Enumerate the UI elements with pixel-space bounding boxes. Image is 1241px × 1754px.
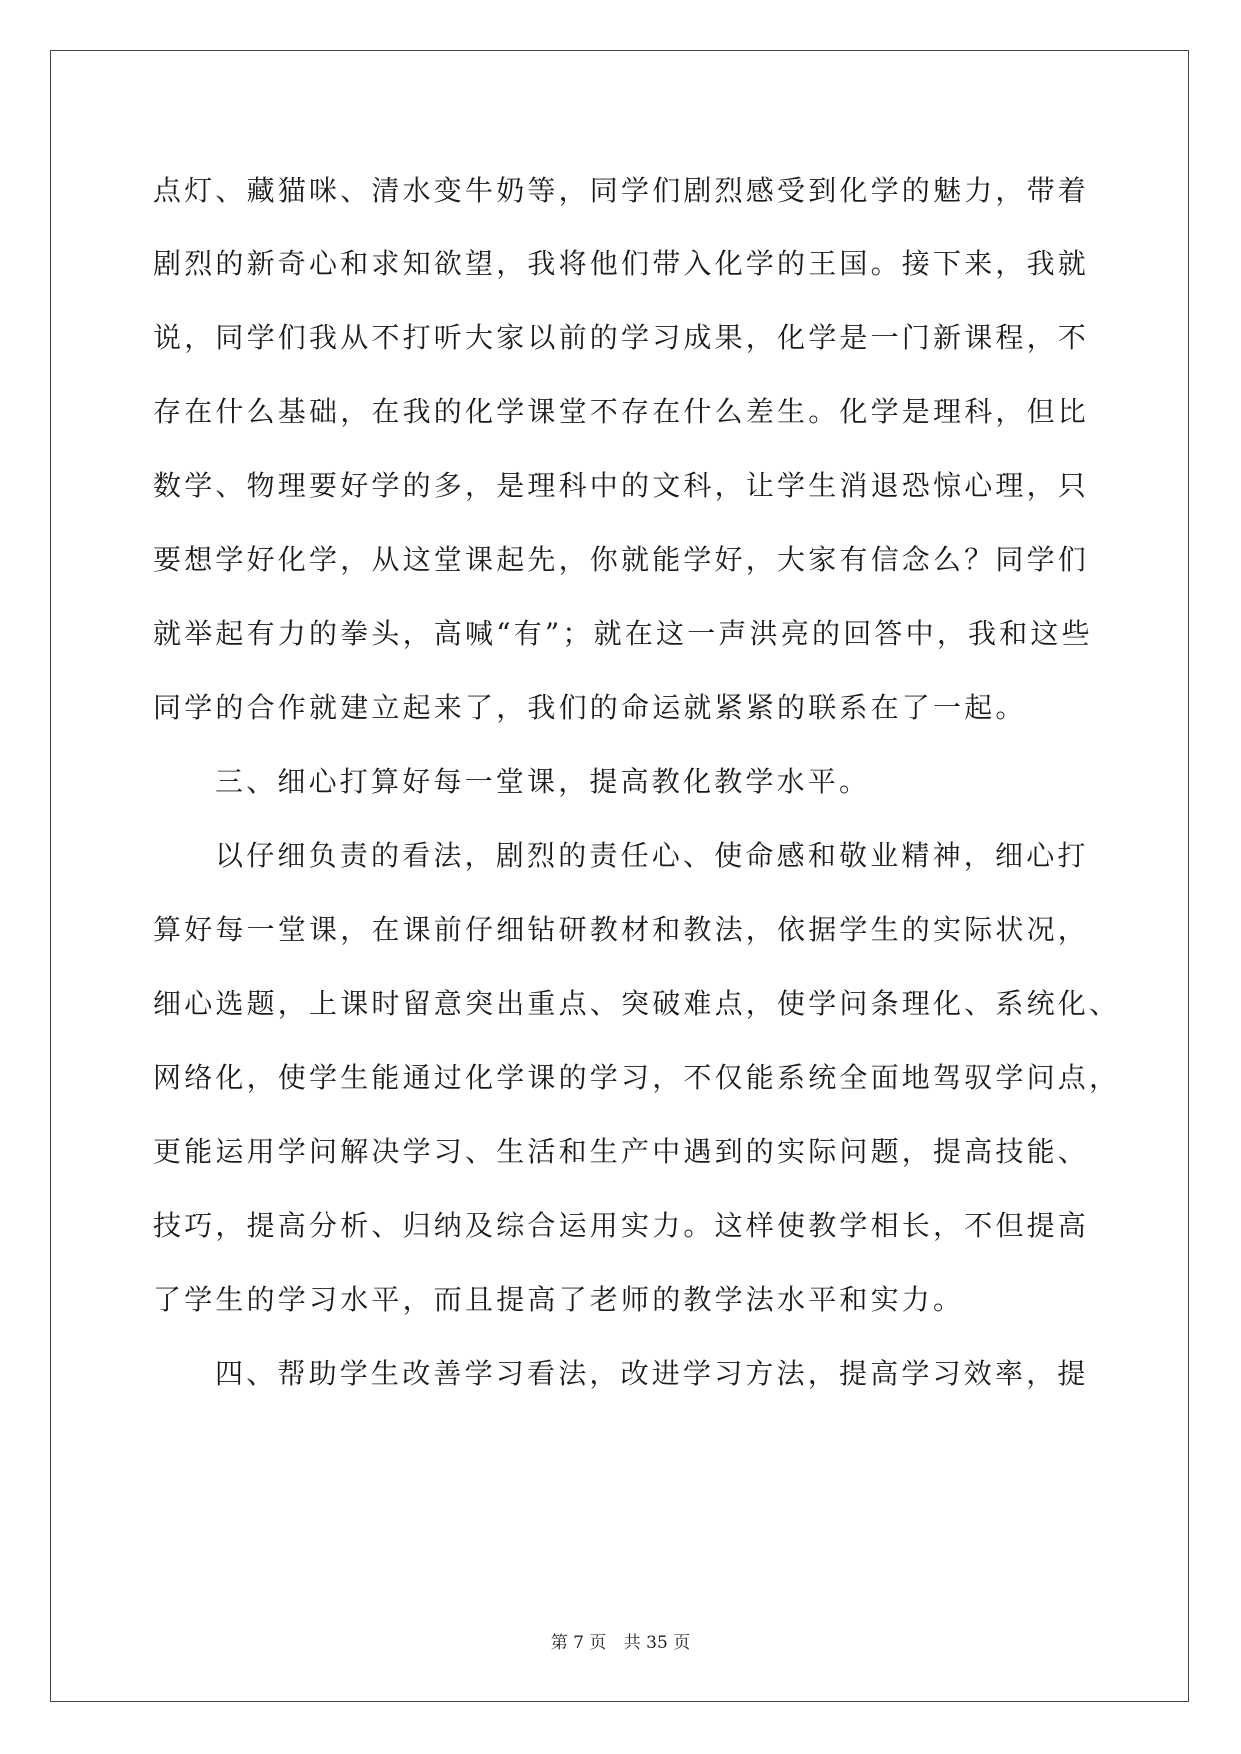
- text-line: 就举起有力的拳头，高喊“有”；就在这一声洪亮的回答中，我和这些: [153, 617, 1093, 650]
- text-line: 更能运用学问解决学习、生活和生产中遇到的实际问题，提高技能、: [153, 1135, 1090, 1168]
- text-line: 剧烈的新奇心和求知欲望，我将他们带入化学的王国。接下来，我就: [153, 247, 1090, 280]
- page-footer: [0, 1628, 1241, 1653]
- text-line: 数学、物理要好学的多，是理科中的文科，让学生消退恐惊心理，只: [153, 469, 1090, 502]
- text-line: 同学的合作就建立起来了，我们的命运就紧紧的联系在了一起。: [153, 691, 1027, 724]
- text-line: 网络化，使学生能通过化学课的学习，不仅能系统全面地驾驭学问点，: [153, 1061, 1121, 1094]
- text-line: 了学生的学习水平，而且提高了老师的教学法水平和实力。: [153, 1283, 965, 1316]
- page-border: [50, 50, 1189, 1702]
- section-heading: 三、细心打算好每一堂课，提高教化教学水平。: [215, 765, 871, 798]
- text-line: 细心选题，上课时留意突出重点、突破难点，使学问条理化、系统化、: [153, 987, 1121, 1020]
- text-line: 存在什么基础，在我的化学课堂不存在什么差生。化学是理科，但比: [153, 395, 1090, 428]
- text-line: 点灯、藏猫咪、清水变牛奶等，同学们剧烈感受到化学的魅力，带着: [153, 174, 1090, 207]
- text-line: 说，同学们我从不打听大家以前的学习成果，化学是一门新课程，不: [153, 321, 1090, 354]
- section-heading: 四、帮助学生改善学习看法，改进学习方法，提高学习效率，提: [215, 1357, 1089, 1390]
- page-total: 共 35 页: [623, 1633, 691, 1653]
- text-line: 要想学好化学，从这堂课起先，你就能学好，大家有信念么？同学们: [153, 543, 1090, 576]
- page-number: 第 7 页: [550, 1633, 607, 1653]
- text-line: 算好每一堂课，在课前仔细钻研教材和教法，依据学生的实际状况，: [153, 913, 1090, 946]
- text-line: 技巧，提高分析、归纳及综合运用实力。这样使教学相长，不但提高: [153, 1209, 1090, 1242]
- text-line: 以仔细负责的看法，剧烈的责任心、使命感和敬业精神，细心打: [215, 839, 1089, 872]
